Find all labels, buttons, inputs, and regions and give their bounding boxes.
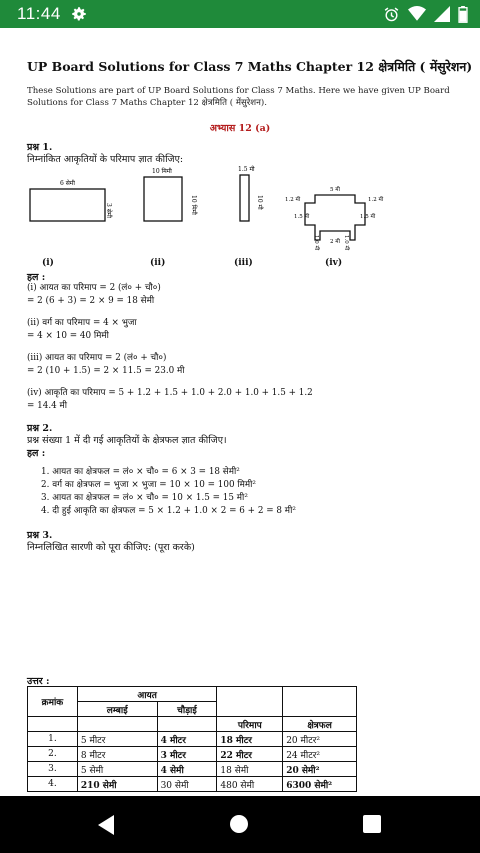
fig2-caption: (ii): [150, 258, 166, 268]
exercise-heading: अभ्यास 12 (a): [209, 123, 271, 134]
q1-answer-2b: = 4 × 10 = 40 मिमी: [27, 331, 109, 341]
q3-text: निम्नलिखित सारणी को पूरा कीजिए: (पूरा करके): [27, 542, 195, 553]
q1-answer-3a: (iii) आयत का परिमाप = 2 (लं० + चौ०): [27, 353, 167, 363]
cell-chaudai: 4 मीटर: [157, 732, 217, 747]
cell-kshetrafal: 20 सेमी²: [283, 762, 357, 777]
cell-n: 3.: [28, 762, 78, 777]
q2-label: प्रश्न 2.: [27, 423, 53, 434]
q1-answer-4b: = 14.4 मी: [27, 401, 68, 411]
fig2-top-label: 10 मिमी: [152, 168, 172, 175]
fig4-right-mid-label: 1.5 मी: [360, 214, 376, 220]
header-parimap-blank: [217, 687, 283, 717]
fig1-top-label: 6 सेमी: [60, 180, 75, 187]
q2-answer-4: 4. दी हुई आकृति का क्षेत्रफल = 5 × 1.2 + 1.0 × 2 = 6 + 2 = 8 मी²: [41, 506, 296, 516]
q2-hal: हल :: [27, 448, 46, 459]
cell-chaudai: 30 सेमी: [157, 777, 217, 792]
cell-n: 4.: [28, 777, 78, 792]
page-title: UP Board Solutions for Class 7 Maths Chapter 12 क्षेत्रमिति ( मेंसुरेशन): [27, 59, 473, 74]
cell-kshetrafal: 6300 सेमी²: [283, 777, 357, 792]
cell-kshetrafal: 20 मीटर²: [283, 732, 357, 747]
alarm-icon: [383, 6, 400, 23]
q1-answer-2a: (ii) वर्ग का परिमाप = 4 × भुजा: [27, 318, 137, 328]
cell-lambai: 210 सेमी: [77, 777, 157, 792]
wifi-icon: [408, 6, 426, 22]
cell-lambai: 5 सेमी: [77, 762, 157, 777]
cell-lambai: 8 मीटर: [77, 747, 157, 762]
cell-chaudai: 4 सेमी: [157, 762, 217, 777]
header-kshetrafal: क्षेत्रफल: [283, 717, 357, 732]
q1-answer-3b: = 2 (10 + 1.5) = 2 × 11.5 = 23.0 मी: [27, 366, 185, 376]
fig4-bottom-label: 2 मी: [330, 239, 340, 245]
fig4-caption: (iv): [325, 258, 343, 268]
table-row: [28, 732, 357, 747]
q2-answer-2: 2. वर्ग का क्षेत्रफल = भुजा × भुजा = 10 × 10 = 100 मिमी²: [41, 480, 256, 490]
q1-answer-1b: = 2 (6 + 3) = 2 × 9 = 18 सेमी: [27, 296, 155, 306]
home-icon[interactable]: [230, 815, 248, 833]
q1-label: प्रश्न 1.: [27, 142, 53, 153]
fig4-right-top-label: 1.2 मी: [368, 197, 384, 203]
fig2-side-label: 10 मिमी: [190, 195, 197, 215]
table-cell-blank: [157, 717, 217, 732]
q1-figures: [20, 165, 390, 257]
q1-hal: हल :: [27, 272, 46, 283]
battery-icon: [458, 6, 468, 23]
back-icon[interactable]: [96, 814, 116, 836]
fig3-top-label: 1.5 मी: [238, 166, 255, 173]
figure-3-thin-rectangle: [238, 165, 264, 221]
header-lambai: लम्बाई: [77, 702, 157, 717]
table-cell-blank: [77, 717, 157, 732]
figure-2-square: [144, 167, 198, 221]
signal-icon: [434, 6, 450, 22]
table-row: [28, 747, 357, 762]
recents-icon[interactable]: [363, 815, 381, 833]
header-parimap: परिमाप: [217, 717, 283, 732]
cell-parimap: 480 सेमी: [217, 777, 283, 792]
header-chaudai: चौड़ाई: [157, 702, 217, 717]
fig4-left-leg-label: 1.0 मी: [313, 235, 319, 251]
q2-text: प्रश्न संख्या 1 में दी गई आकृतियों के क्षेत्रफल ज्ञात कीजिए।: [27, 435, 227, 446]
q1-answer-1a: (i) आयत का परिमाप = 2 (लं० + चौ०): [27, 283, 161, 293]
fig3-caption: (iii): [234, 258, 253, 268]
status-bar: [0, 0, 480, 28]
fig1-caption: (i): [42, 258, 54, 268]
q1-answer-4a: (iv) आकृति का परिमाप = 5 + 1.2 + 1.5 + 1.0 + 2.0 + 1.0 + 1.5 + 1.2: [27, 388, 313, 398]
cell-parimap: 18 सेमी: [217, 762, 283, 777]
q1-text: निम्नांकित आकृतियों के परिमाप ज्ञात कीजिए:: [27, 154, 184, 165]
table-row: [28, 762, 357, 777]
table-cell-blank: [28, 717, 78, 732]
cell-chaudai: 3 मीटर: [157, 747, 217, 762]
cell-parimap: 18 मीटर: [217, 732, 283, 747]
intro-text: These Solutions are part of UP Board Solutions for Class 7 Maths. Here we have given UP Board Solutions for Class 7 Maths Chapter 12 क्षेत्रमिति ( मेंसुरेशन).: [27, 86, 450, 108]
fig4-top-label: 5 मी: [330, 187, 340, 193]
cell-n: 1.: [28, 732, 78, 747]
header-aayat: आयत: [77, 687, 217, 702]
fig1-side-label: 3 सेमी: [105, 203, 112, 218]
fig4-right-leg-label: 1.0 मी: [343, 235, 349, 251]
fig4-left-mid-label: 1.5 मी: [294, 214, 310, 220]
status-time: 11:44: [17, 4, 61, 23]
q3-label: प्रश्न 3.: [27, 530, 53, 541]
figure-4-polygon: [285, 186, 384, 251]
header-kramank: क्रमांक: [28, 687, 78, 717]
cell-kshetrafal: 24 मीटर²: [283, 747, 357, 762]
solution-table: [27, 686, 357, 792]
navigation-bar: [0, 796, 480, 853]
fig4-left-top-label: 1.2 मी: [285, 197, 301, 203]
q2-answer-1: 1. आयत का क्षेत्रफल = लं० × चौ० = 6 × 3 = 18 सेमी²: [41, 467, 240, 477]
figure-1-rectangle: [30, 179, 113, 221]
q3-uttar: उत्तर :: [27, 676, 50, 687]
settings-gear-icon: [70, 5, 88, 23]
q2-answer-3: 3. आयत का क्षेत्रफल = लं० × चौ० = 10 × 1.5 = 15 मी²: [41, 493, 248, 503]
article-content[interactable]: [0, 28, 480, 796]
table-row: [28, 777, 357, 792]
cell-n: 2.: [28, 747, 78, 762]
cell-parimap: 22 मीटर: [217, 747, 283, 762]
cell-lambai: 5 मीटर: [77, 732, 157, 747]
header-kshetrafal-blank: [283, 687, 357, 717]
fig3-side-label: 10 मी: [256, 195, 263, 210]
